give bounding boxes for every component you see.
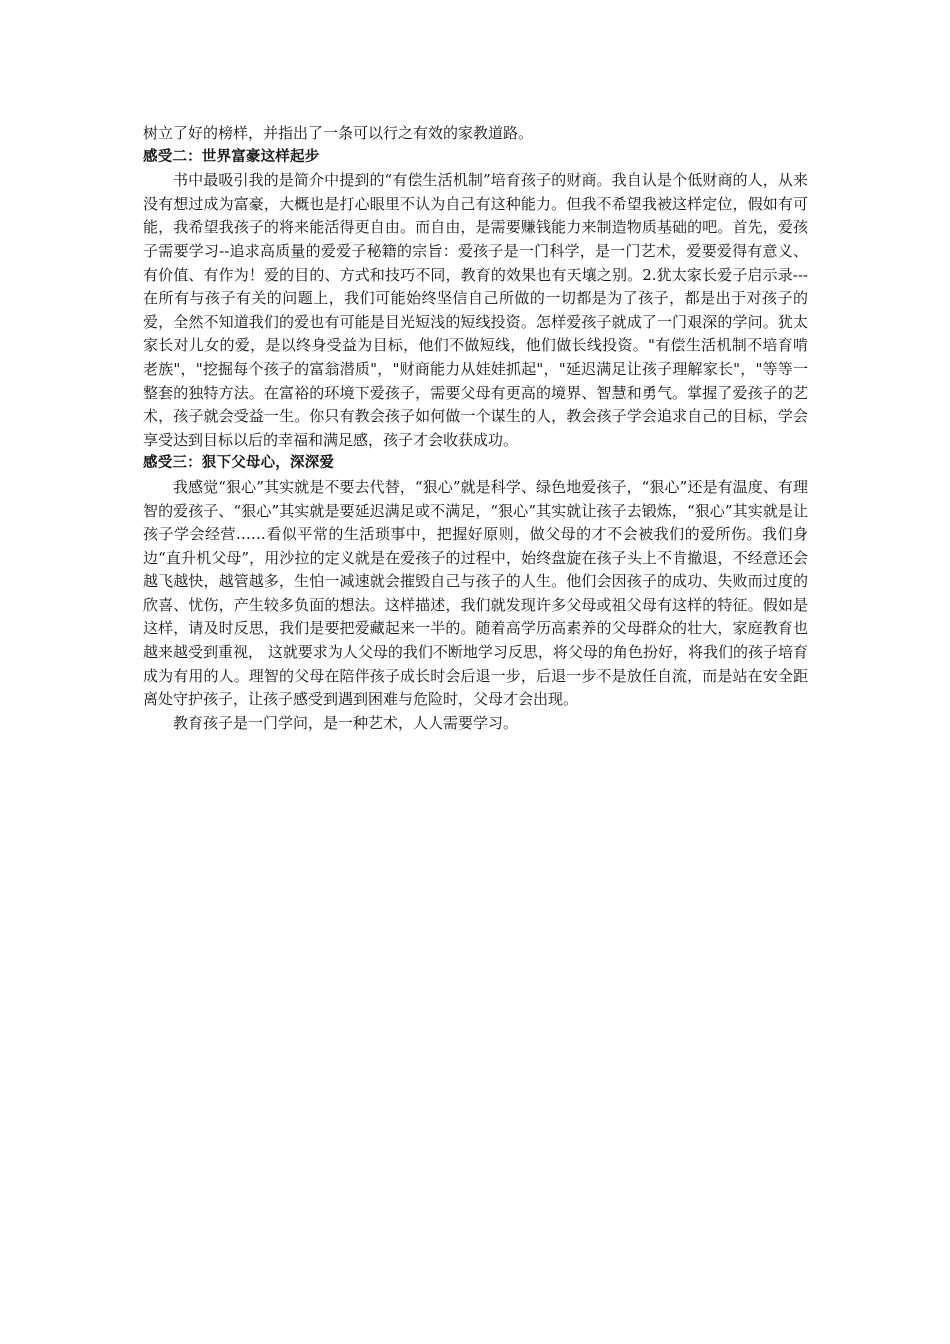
paragraph-continuation: 树立了好的榜样，并指出了一条可以行之有效的家教道路。 [143, 124, 534, 142]
section-heading-2: 感受二：世界富豪这样起步 [143, 148, 320, 165]
closing-paragraph: 教育孩子是一门学问，是一种艺术，人人需要学习。 [173, 713, 519, 732]
section-body-2: 书中最吸引我的是简介中提到的“有偿生活机制”培育孩子的财商。我自认是个低财商的人，从来没有想过成为富豪，大概也是打心眼里不认为自己有这种能力。但我不希望我被这样定位，假如有可能，我希望我孩子的将来能活得更自由。而自由，是需要赚钱能力来制造物质基础的吧。首先，爱孩子需要学习--追求高质量的爱爱子秘籍的宗旨：爱孩子是一门科学，是一门艺术，爱要爱得有意义、有价值、有作为！爱的目的、方式和技巧不同，教育的效果也有天壤之别。2.犹太家长爱子启示录---在所有与孩子有关的问题上，我们可能始终坚信自己所做的一切都是为了孩子，都是出于对孩子的爱，全然不知道我们的爱也有可能是目光短浅的短线投资。怎样爱孩子就成了一门艰深的学问。犹太家长对儿女的爱，是以终身受益为目标，他们不做短线，他们做长线投资。"有偿生活机制不培育啃老族"，"挖掘每个孩子的富翁潜质"，"财商能力从娃娃抓起"，"延迟满足让孩子理解家长"，"等等一整套的独特方法。在富裕的环境下爱孩子，需要父母有更高的境界、智慧和勇气。掌握了爱孩子的艺术，孩子就会受益一生。你只有教会孩子如何做一个谋生的人，教会孩子学会追求自己的目标，学会享受达到目标以后的幸福和满足感，孩子才会收获成功。 [143, 171, 808, 449]
section-heading-3: 感受三：狠下父母心，深深爱 [143, 455, 335, 472]
document-page [143, 122, 808, 735]
section-body-3: 我感觉“狠心”其实就是不要去代替，“狠心”就是科学、绿色地爱孩子，“狠心”还是有温度、有理智的爱孩子、“狠心”其实就是要延迟满足或不满足，“狠心”其实就让孩子去锻炼，“狠心”其实就是让孩子学会经营……看似平常的生活琐事中，把握好原则，做父母的才不会被我们的爱所伤。我们身边“直升机父母”，用沙拉的定义就是在爱孩子的过程中，始终盘旋在孩子头上不肯撤退，不经意还会越飞越快，越管越多，生怕一减速就会摧毁自己与孩子的人生。他们会因孩子的成功、失败而过度的欣喜、忧伤，产生较多负面的想法。这样描述，我们就发现许多父母或祖父母有这样的特征。假如是这样，请及时反思，我们是要把爱藏起来一半的。随着高学历高素养的父母群众的壮大，家庭教育也越来越受到重视， 这就要求为人父母的我们不断地学习反思，将父母的角色扮好，将我们的孩子培育成为有用的人。理智的父母在陪伴孩子成长时会后退一步，后退一步不是放任自流，而是站在安全距离处守护孩子，让孩子感受到遇到困难与危险时，父母才会出现。 [143, 477, 808, 709]
